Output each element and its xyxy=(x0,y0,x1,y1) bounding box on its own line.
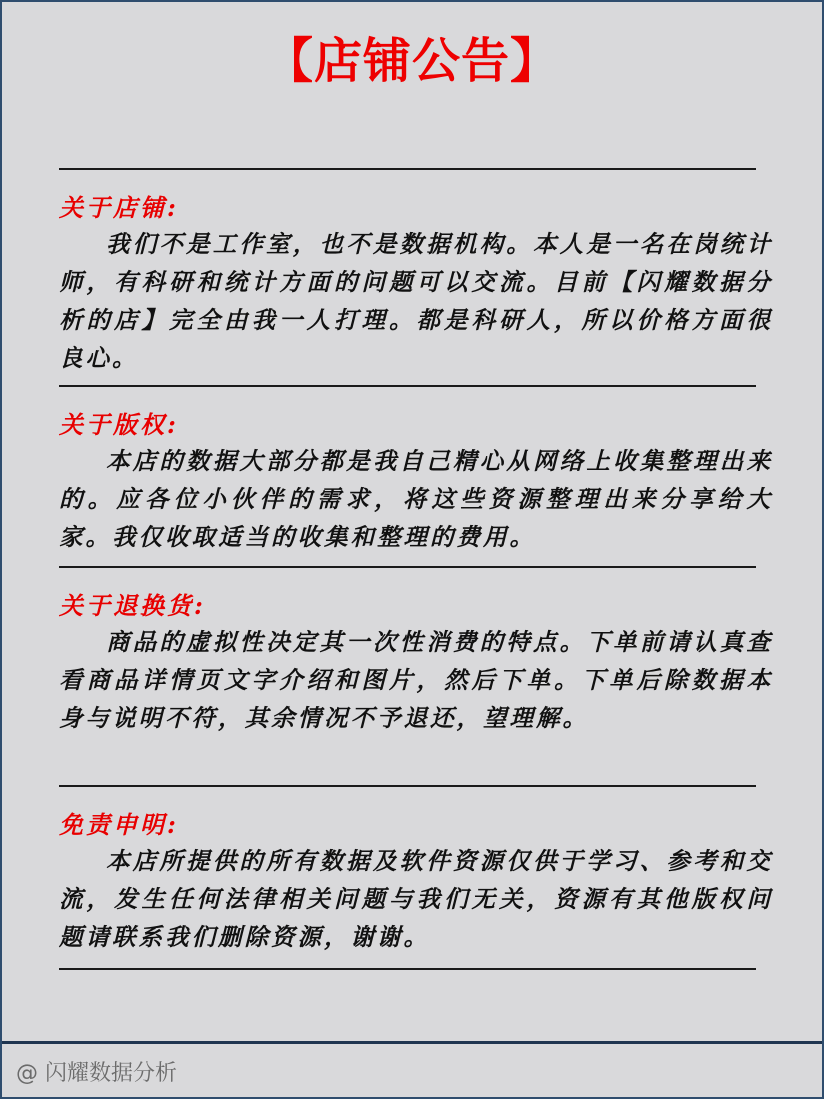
divider xyxy=(59,168,756,170)
section-body: 本店的数据大部分都是我自己精心从网络上收集整理出来的。应各位小伙伴的需求，将这些资源整理出来分享给大家。我仅收取适当的收集和整理的费用。 xyxy=(59,447,773,551)
section-body: 本店所提供的所有数据及软件资源仅供于学习、参考和交流，发生任何法律相关问题与我们无关，资源有其他版权问题请联系我们删除资源，谢谢。 xyxy=(59,847,773,951)
section-body: 我们不是工作室，也不是数据机构。本人是一名在岗统计师，有科研和统计方面的问题可以交流。目前【闪耀数据分析的店】完全由我一人打理。都是科研人，所以价格方面很良心。 xyxy=(59,230,773,372)
divider xyxy=(59,785,756,787)
page-title: 【店铺公告】 xyxy=(264,33,559,89)
section-returns xyxy=(59,591,773,737)
divider xyxy=(59,566,756,568)
section-heading: 免责申明: xyxy=(59,810,179,839)
section-heading: 关于版权: xyxy=(59,410,179,439)
section-disclaimer xyxy=(59,810,773,956)
section-body: 商品的虚拟性决定其一次性消费的特点。下单前请认真查看商品详情页文字介绍和图片，然后下单。下单后除数据本身与说明不符，其余情况不予退还，望理解。 xyxy=(59,628,773,732)
section-heading: 关于店铺: xyxy=(59,193,179,222)
divider xyxy=(59,385,756,387)
section-heading: 关于退换货: xyxy=(59,591,206,620)
footer-divider xyxy=(2,1041,822,1044)
divider xyxy=(59,968,756,970)
section-copyright xyxy=(59,410,773,556)
footer-credit: @ 闪耀数据分析 xyxy=(16,1061,177,1086)
section-about-shop xyxy=(59,193,773,377)
